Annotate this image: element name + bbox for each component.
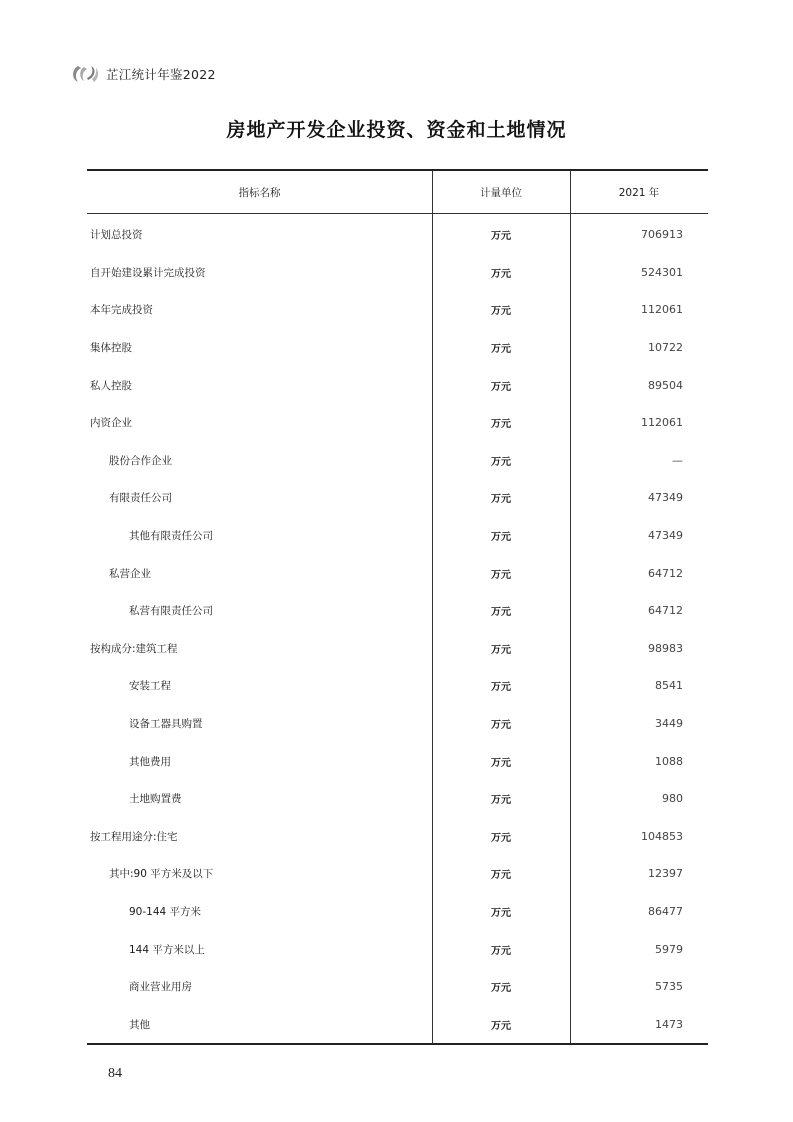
unit-cell: 万元 xyxy=(491,268,511,280)
value-cell: 5979 xyxy=(655,942,683,956)
unit-cell: 万元 xyxy=(491,381,511,393)
page-title: 房地产开发企业投资、资金和土地情况 xyxy=(226,119,567,141)
value-cell: 706913 xyxy=(641,228,683,242)
indicator-name: 其中:90 平方米及以下 xyxy=(109,868,214,881)
unit-cell: 万元 xyxy=(491,306,511,318)
unit-cell: 万元 xyxy=(491,494,511,506)
table-row xyxy=(87,930,708,968)
table-row xyxy=(87,291,708,329)
indicator-name: 集体控股 xyxy=(90,342,132,355)
value-cell: 1473 xyxy=(655,1017,683,1031)
unit-cell: 万元 xyxy=(491,644,511,656)
table-body xyxy=(87,214,708,1043)
value-cell: 10722 xyxy=(648,341,683,355)
indicator-name: 内资企业 xyxy=(90,417,132,430)
unit-cell: 万元 xyxy=(491,832,511,844)
indicator-name: 计划总投资 xyxy=(90,229,143,242)
value-cell: 98983 xyxy=(648,641,683,655)
indicator-name: 其他有限责任公司 xyxy=(129,530,213,543)
indicator-name: 144 平方米以上 xyxy=(129,943,205,956)
yearbook-logo-icon xyxy=(70,63,100,85)
table-header xyxy=(87,171,708,214)
indicator-name: 设备工器具购置 xyxy=(129,718,203,731)
table-row xyxy=(87,855,708,893)
table-row xyxy=(87,442,708,480)
value-cell: 104853 xyxy=(641,829,683,843)
book-title: 芷江统计年鉴2022 xyxy=(106,67,216,82)
indicator-name: 私营企业 xyxy=(109,567,151,580)
unit-cell: 万元 xyxy=(491,607,511,619)
value-cell: 112061 xyxy=(641,416,683,430)
table-row xyxy=(87,517,708,555)
value-cell: 524301 xyxy=(641,265,683,279)
table-row xyxy=(87,329,708,367)
table-row xyxy=(87,893,708,931)
table-row xyxy=(87,479,708,517)
table-row xyxy=(87,705,708,743)
indicator-name: 其他费用 xyxy=(129,755,171,768)
unit-cell: 万元 xyxy=(491,1020,511,1032)
table-row xyxy=(87,630,708,668)
table-row xyxy=(87,592,708,630)
value-cell: 86477 xyxy=(648,904,683,918)
indicator-name: 股份合作企业 xyxy=(109,454,172,467)
running-header xyxy=(70,63,216,85)
unit-cell: 万元 xyxy=(491,757,511,769)
indicator-name: 商业营业用房 xyxy=(129,981,192,994)
unit-cell: 万元 xyxy=(491,231,511,243)
indicator-name: 本年完成投资 xyxy=(90,304,153,317)
indicator-name: 私人控股 xyxy=(90,379,132,392)
column-divider xyxy=(432,171,433,1043)
table-row xyxy=(87,254,708,292)
unit-cell: 万元 xyxy=(491,419,511,431)
unit-cell: 万元 xyxy=(491,907,511,919)
indicator-name: 按构成分:建筑工程 xyxy=(90,642,178,655)
table-row xyxy=(87,818,708,856)
value-cell: 64712 xyxy=(648,566,683,580)
value-cell: 1088 xyxy=(655,754,683,768)
table-row xyxy=(87,366,708,404)
unit-cell: 万元 xyxy=(491,795,511,807)
unit-cell: 万元 xyxy=(491,870,511,882)
column-divider xyxy=(570,171,571,1043)
value-cell: 980 xyxy=(662,792,683,806)
indicator-name: 自开始建设累计完成投资 xyxy=(90,266,206,279)
unit-cell: 万元 xyxy=(491,456,511,468)
unit-cell: 万元 xyxy=(491,569,511,581)
value-cell: 8541 xyxy=(655,679,683,693)
unit-cell: 万元 xyxy=(491,720,511,732)
page-number: 84 xyxy=(108,1066,122,1081)
unit-cell: 万元 xyxy=(491,532,511,544)
table-row xyxy=(87,780,708,818)
value-cell: — xyxy=(672,453,683,467)
table-row xyxy=(87,667,708,705)
value-cell: 47349 xyxy=(648,529,683,543)
statistics-table xyxy=(87,169,708,1045)
table-row xyxy=(87,554,708,592)
indicator-name: 其他 xyxy=(129,1018,150,1031)
column-header-unit: 计量单位 xyxy=(480,186,522,199)
indicator-name: 90-144 平方米 xyxy=(129,905,202,918)
indicator-name: 安装工程 xyxy=(129,680,171,693)
value-cell: 89504 xyxy=(648,378,683,392)
table-row xyxy=(87,216,708,254)
value-cell: 47349 xyxy=(648,491,683,505)
unit-cell: 万元 xyxy=(491,344,511,356)
unit-cell: 万元 xyxy=(491,945,511,957)
unit-cell: 万元 xyxy=(491,983,511,995)
value-cell: 64712 xyxy=(648,604,683,618)
indicator-name: 土地购置费 xyxy=(129,793,182,806)
column-header-indicator: 指标名称 xyxy=(238,186,281,199)
unit-cell: 万元 xyxy=(491,682,511,694)
value-cell: 112061 xyxy=(641,303,683,317)
value-cell: 3449 xyxy=(655,717,683,731)
table-row xyxy=(87,968,708,1006)
table-row xyxy=(87,742,708,780)
indicator-name: 有限责任公司 xyxy=(109,492,172,505)
table-row xyxy=(87,404,708,442)
indicator-name: 按工程用途分:住宅 xyxy=(90,830,178,843)
indicator-name: 私营有限责任公司 xyxy=(129,605,213,618)
value-cell: 12397 xyxy=(648,867,683,881)
column-header-year: 2021 年 xyxy=(618,186,660,199)
table-row xyxy=(87,1005,708,1043)
value-cell: 5735 xyxy=(655,980,683,994)
